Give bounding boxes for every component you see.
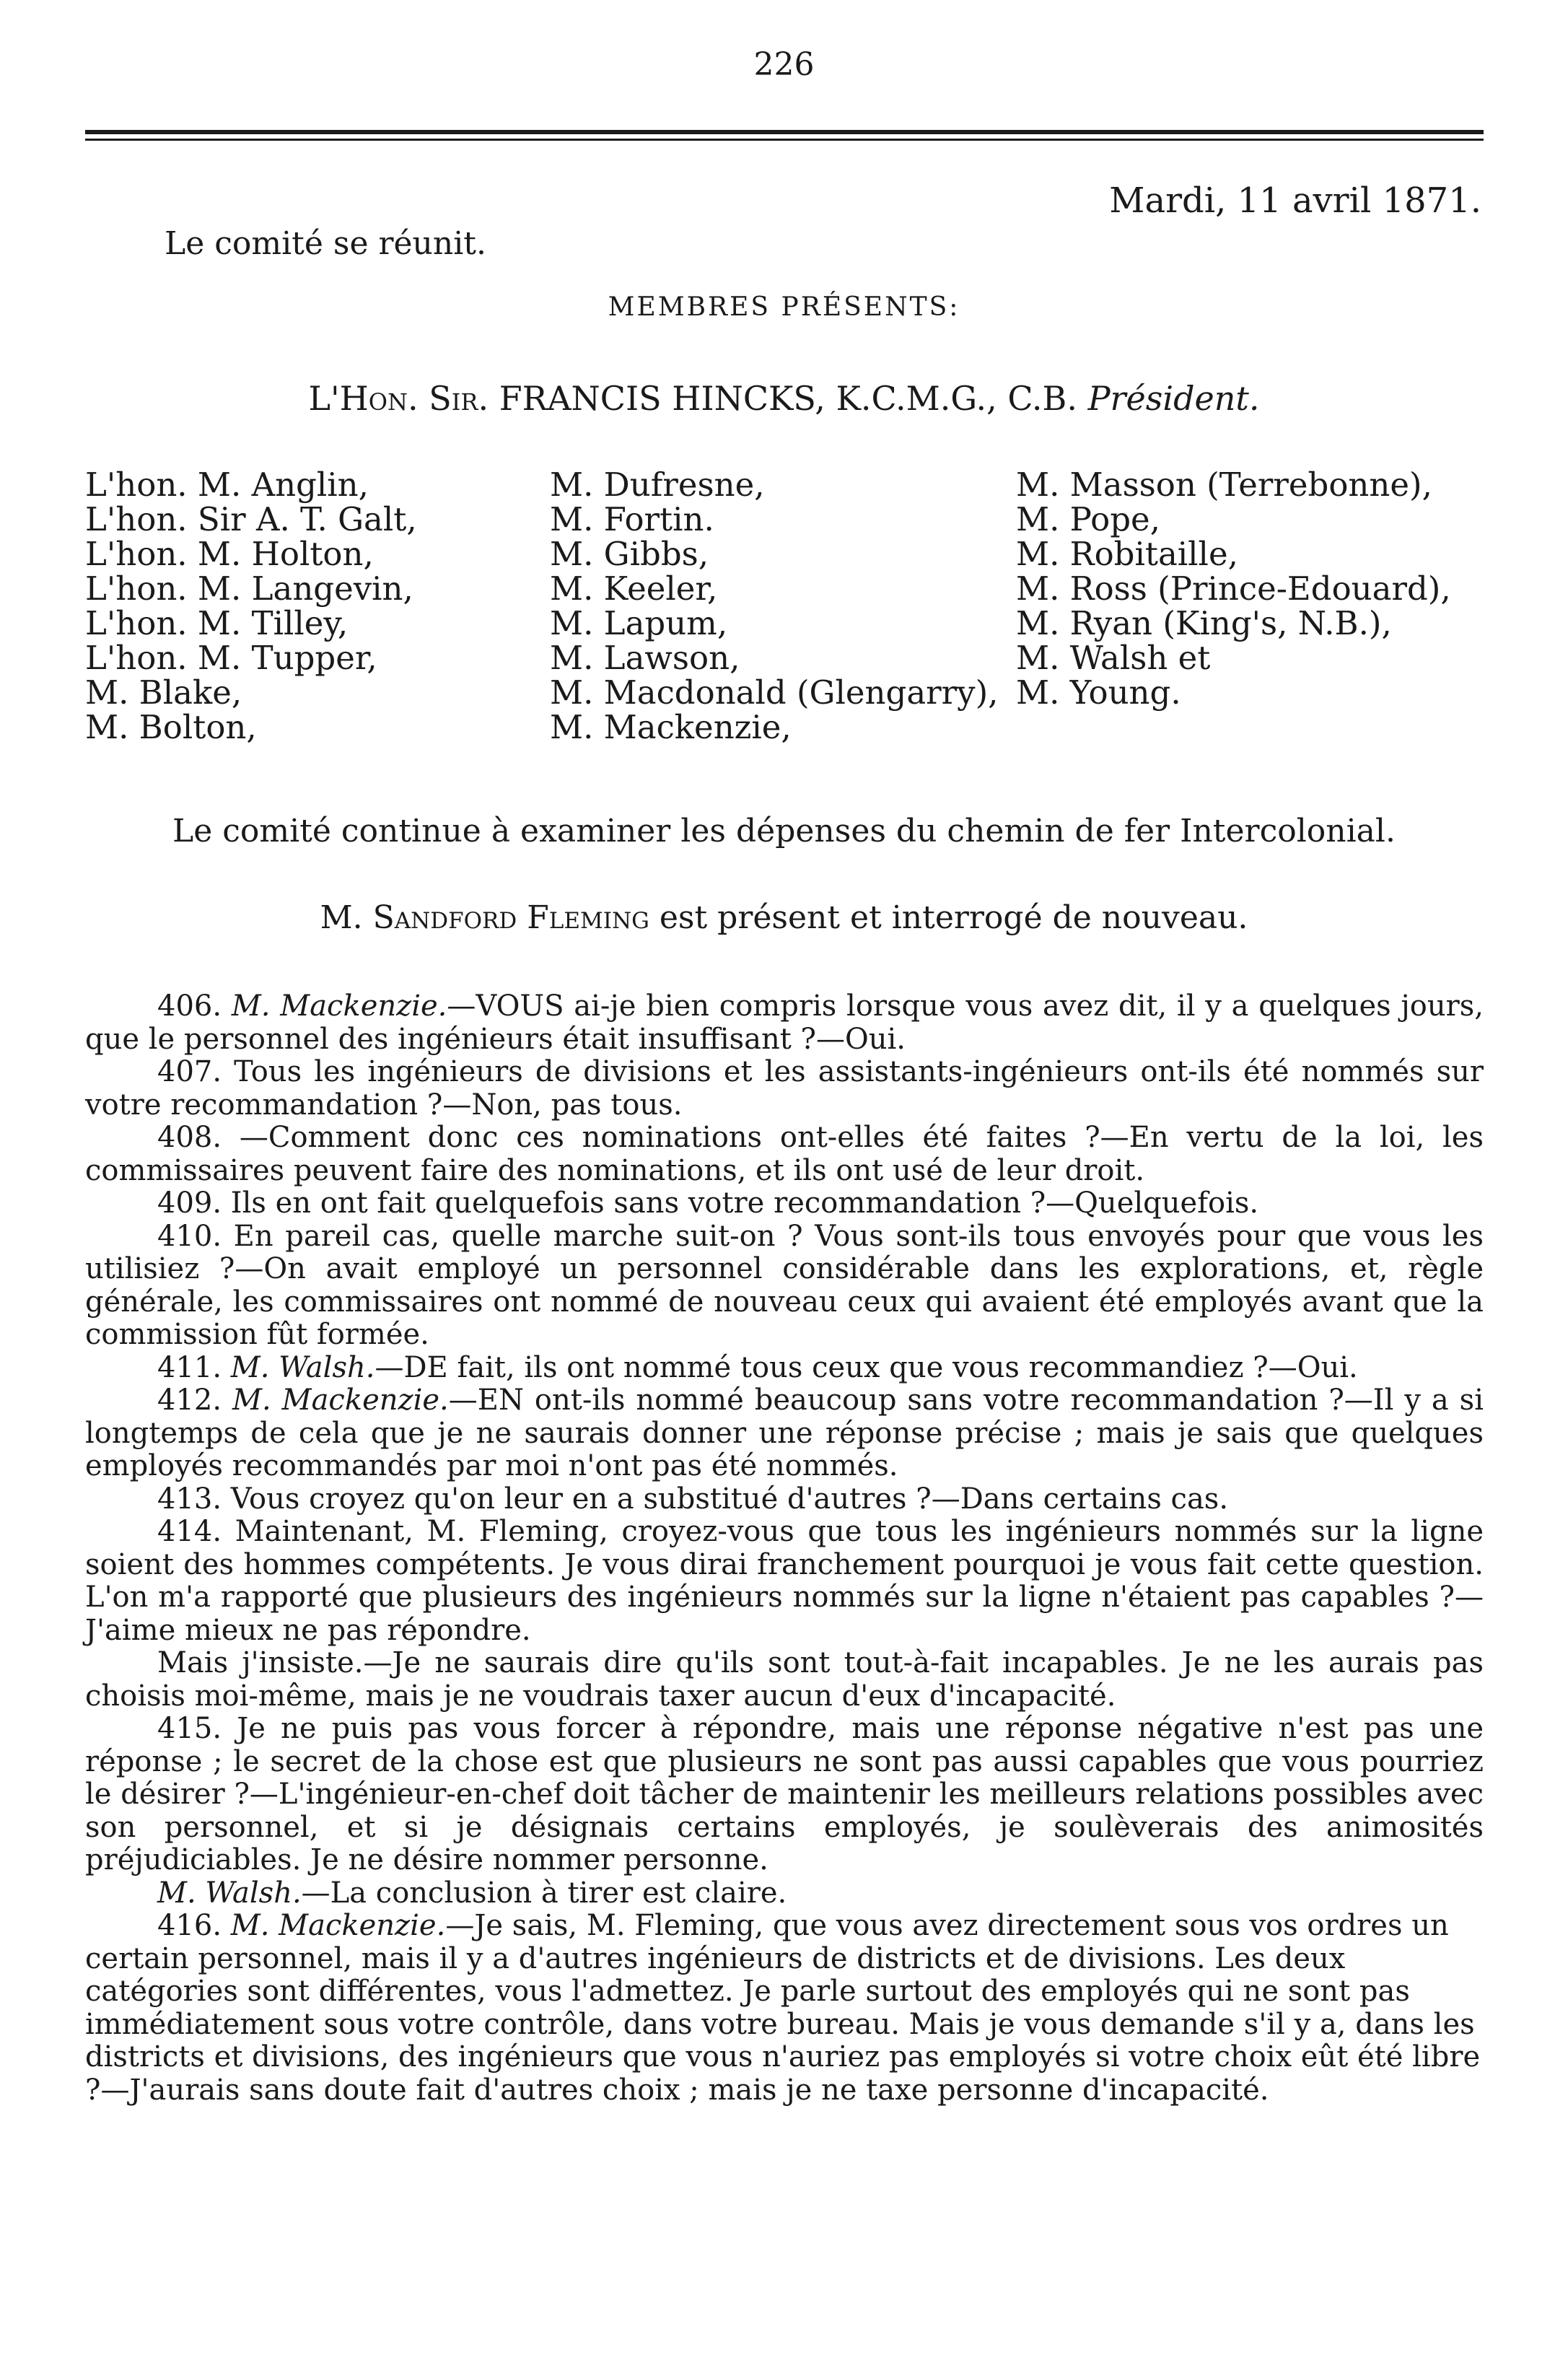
- member-entry: M. Keeler,: [550, 569, 718, 608]
- question-number: 410.: [157, 1219, 222, 1253]
- testimony-paragraph: [85, 1483, 1484, 1516]
- member-entry: M. Blake,: [85, 673, 242, 712]
- testimony-paragraph: [85, 1187, 1484, 1220]
- member-entry: L'hon. M. Tupper,: [85, 639, 377, 677]
- question-number: 407.: [157, 1055, 222, 1088]
- speaker-name: M. Mackenzie.: [232, 1384, 449, 1417]
- question-number: 413.: [157, 1482, 222, 1516]
- member-entry: L'hon. M. Tilley,: [85, 604, 349, 642]
- president-prefix: L'Hon. Sir.: [308, 379, 489, 418]
- testimony-paragraph: [85, 1713, 1484, 1877]
- question-number: 412.: [157, 1384, 222, 1417]
- testimony-paragraph: [85, 1220, 1484, 1352]
- member-entry: L'hon. M. Holton,: [85, 535, 374, 573]
- speaker-name: M. Walsh.: [157, 1876, 302, 1910]
- question-number: 411.: [157, 1350, 222, 1384]
- testimony-paragraph: [85, 1516, 1484, 1647]
- testimony-text: En pareil cas, quelle marche suit-on ? Vous sont-ils tous envoyés pour que vous les utilisiez ?—On avait employé un personnel considérable dans les explorations, et, règle générale, les commissaires ont nommé de nouveau ceux qui avaient été employés avant que la commission fût formée.: [85, 1219, 1484, 1351]
- member-entry: M. Lapum,: [550, 604, 728, 642]
- opening-line: Le comité se réunit.: [165, 225, 486, 262]
- witness-name: Sandford Fleming: [372, 899, 649, 936]
- testimony-text: Ils en ont fait quelquefois sans votre recommandation ?—Quelquefois.: [230, 1187, 1259, 1220]
- speaker-name: M. Walsh.: [230, 1350, 375, 1384]
- witness-rest: est présent et interrogé de nouveau.: [659, 899, 1248, 936]
- member-entry: M. Masson (Terrebonne),: [1016, 466, 1432, 504]
- president-line: [0, 379, 1568, 418]
- testimony-text: Maintenant, M. Fleming, croyez-vous que tous les ingénieurs nommés sur la ligne soient des hommes compétents. Je vous dirai franchement pourquoi je vous fait cette question. L'on m'a rapporté que plusieurs des ingénieurs nommés sur la ligne n'étaient pas capables ?—J'aime mieux ne pas répondre.: [85, 1515, 1484, 1647]
- question-number: 408.: [157, 1121, 222, 1154]
- testimony-paragraph: [85, 1352, 1484, 1385]
- members-column-2: [550, 468, 998, 745]
- testimony-text: —DE fait, ils ont nommé tous ceux que vous recommandiez ?—Oui.: [375, 1350, 1358, 1384]
- testimony-paragraph: [85, 1122, 1484, 1187]
- question-number: 414.: [157, 1515, 222, 1548]
- member-entry: M. Dufresne,: [550, 466, 765, 504]
- testimony-paragraph: [85, 1647, 1484, 1713]
- member-entry: M. Pope,: [1016, 500, 1160, 538]
- member-entry: L'hon. M. Langevin,: [85, 569, 413, 608]
- witness-line: [0, 899, 1568, 936]
- member-entry: L'hon. Sir A. T. Galt,: [85, 500, 417, 538]
- member-entry: M. Gibbs,: [550, 535, 709, 573]
- members-column-1: [85, 468, 417, 745]
- testimony-text: Vous croyez qu'on leur en a substitué d'autres ?—Dans certains cas.: [230, 1482, 1229, 1516]
- testimony-text: —Comment donc ces nominations ont-elles été faites ?—En vertu de la loi, les commissaires peuvent faire des nominations, et ils ont usé de leur droit.: [85, 1121, 1484, 1187]
- member-entry: M. Macdonald (Glengarry),: [550, 673, 999, 712]
- testimony-text: —La conclusion à tirer est claire.: [301, 1876, 787, 1910]
- member-entry: M. Ross (Prince-Edouard),: [1016, 569, 1451, 608]
- intro-paragraph: Le comité continue à examiner les dépenses du chemin de fer Intercolonial.: [172, 813, 1396, 849]
- testimony-text: —VOUS ai-je bien compris lorsque vous avez dit, il y a quelques jours, que le personnel des ingénieurs était insuffisant ?—Oui.: [85, 989, 1484, 1056]
- testimony-paragraph: [85, 990, 1484, 1056]
- testimony-paragraph: [85, 1056, 1484, 1122]
- member-entry: M. Ryan (King's, N.B.),: [1016, 604, 1392, 642]
- testimony-text: Je ne puis pas vous forcer à répondre, mais une réponse négative n'est pas une réponse ; le secret de la chose est que plusieurs ne sont pas aussi capables que vous pourriez le désirer ?—L'ingénieur-en-chef doit tâcher de maintenir les meilleurs relations possibles avec son personnel, et si je désignais certains employés, je soulèverais des animosités préjudiciables. Je ne désire nommer personne.: [85, 1712, 1484, 1876]
- member-entry: M. Mackenzie,: [550, 708, 792, 746]
- header-rule-thick: [85, 130, 1484, 134]
- testimony-paragraph: [85, 1910, 1484, 2107]
- member-entry: M. Robitaille,: [1016, 535, 1238, 573]
- testimony-text: —EN ont-ils nommé beaucoup sans votre recommandation ?—Il y a si longtemps de cela que je ne saurais donner une réponse précise ; mais je sais que quelques employés recommandés par moi n'ont pas été nommés.: [85, 1384, 1484, 1482]
- question-number: 409.: [157, 1187, 222, 1220]
- member-entry: M. Lawson,: [550, 639, 740, 677]
- members-heading: MEMBRES PRÉSENTS:: [608, 292, 960, 322]
- testimony-text: Tous les ingénieurs de divisions et les assistants-ingénieurs ont-ils été nommés sur votre recommandation ?—Non, pas tous.: [85, 1055, 1484, 1122]
- session-date: Mardi, 11 avril 1871.: [1109, 180, 1481, 221]
- member-entry: M. Fortin.: [550, 500, 714, 538]
- testimony-paragraph: [85, 1384, 1484, 1483]
- president-title: Président.: [1087, 379, 1260, 418]
- testimony-text: Mais j'insiste.—Je ne saurais dire qu'ils sont tout-à-fait incapables. Je ne les aurais pas choisis moi-même, mais je ne voudrais taxer aucun d'eux d'incapacité.: [85, 1646, 1484, 1713]
- member-entry: M. Walsh et: [1016, 639, 1211, 677]
- witness-prefix: M.: [320, 899, 363, 936]
- president-name: FRANCIS HINCKS, K.C.M.G., C.B.: [499, 379, 1077, 418]
- member-entry: M. Young.: [1016, 673, 1181, 712]
- header-rule-thin: [85, 139, 1484, 141]
- question-number: 406.: [157, 989, 222, 1023]
- question-number: 415.: [157, 1712, 222, 1745]
- members-column-3: [1016, 468, 1451, 710]
- testimony-paragraph: [85, 1877, 1484, 1910]
- speaker-name: M. Mackenzie.: [231, 989, 447, 1023]
- speaker-name: M. Mackenzie.: [230, 1909, 446, 1942]
- member-entry: L'hon. M. Anglin,: [85, 466, 369, 504]
- testimony-body: [85, 990, 1484, 2107]
- testimony-text: —Je sais, M. Fleming, que vous avez directement sous vos ordres un certain personnel, mais il y a d'autres ingénieurs de districts et de divisions. Les deux catégories sont différentes, vous l'admettez. Je parle surtout des employés qui ne sont pas immédiatement sous votre contrôle, dans votre bureau. Mais je vous demande s'il y a, dans les districts et divisions, des ingénieurs que vous n'auriez pas employés si votre choix eût été libre ?—J'aurais sans doute fait d'autres choix ; mais je ne taxe personne d'incapacité.: [85, 1909, 1481, 2107]
- page-number: 226: [753, 46, 815, 83]
- member-entry: M. Bolton,: [85, 708, 257, 746]
- question-number: 416.: [157, 1909, 222, 1942]
